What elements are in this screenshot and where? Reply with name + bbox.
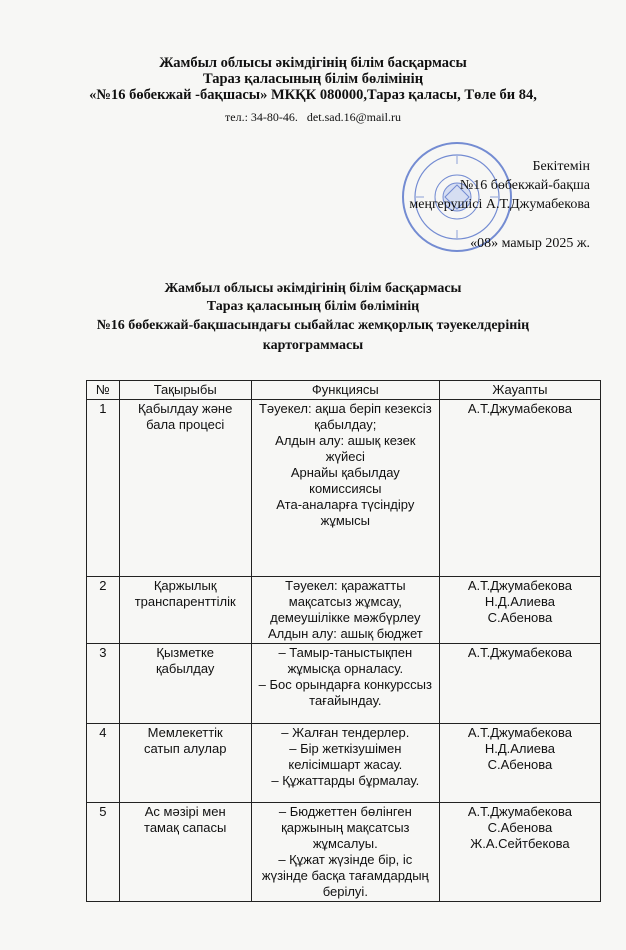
cell-function bbox=[251, 400, 439, 577]
cell-topic-line: сатып алулар bbox=[143, 741, 227, 756]
cell-function-line: – Жалған тендерлер. bbox=[281, 725, 410, 740]
cell-num bbox=[87, 400, 120, 577]
cell-topic-line: Қаржылық bbox=[153, 578, 217, 593]
cell-function-line: – Бір жеткізушімен bbox=[289, 741, 402, 756]
table-row bbox=[87, 577, 601, 644]
cell-responsible-line: Н.Д.Алиева bbox=[484, 741, 555, 756]
cell-function-line: комиссиясы bbox=[309, 481, 382, 496]
approval-head: меңгерушісі А.Т.Джумабекова bbox=[409, 197, 590, 212]
org-header-line-1: Жамбыл облысы әкімдігінің білім басқармасы bbox=[159, 55, 467, 71]
cell-topic bbox=[119, 644, 251, 724]
cell-num bbox=[87, 803, 120, 902]
cell-function-line: қабылдау; bbox=[314, 417, 377, 432]
cell-responsible-line: С.Абенова bbox=[487, 757, 553, 772]
approval-org: №16 бөбекжай-бақша bbox=[459, 178, 590, 193]
cell-num bbox=[87, 644, 120, 724]
cell-function-line: мақсатсыз жұмсау, bbox=[288, 594, 402, 609]
cell-function-line: берілуі. bbox=[322, 884, 368, 899]
cell-function-line: Арнайы қабылдау bbox=[290, 465, 400, 480]
cell-function bbox=[251, 644, 439, 724]
doc-title-line-1: Жамбыл облысы әкімдігінің білім басқармасы bbox=[164, 281, 462, 296]
cell-responsible bbox=[439, 400, 600, 577]
org-contacts bbox=[0, 110, 626, 125]
cell-responsible bbox=[439, 724, 600, 803]
header-num: № bbox=[87, 381, 120, 400]
header-topic: Тақырыбы bbox=[119, 381, 251, 400]
cell-num bbox=[87, 577, 120, 644]
org-header-line-2: Тараз қаласының білім бөлімінің bbox=[202, 71, 424, 87]
cell-function-line: Тәуекел: қаражатты bbox=[285, 578, 406, 593]
cell-topic-line: Қызметке bbox=[156, 645, 215, 660]
table-header-row bbox=[87, 381, 601, 400]
cell-function-line: жұмсалуы. bbox=[312, 836, 378, 851]
cell-topic-line: тамақ сапасы bbox=[144, 820, 227, 835]
cell-function-line: демеушілікке мәжбүрлеу bbox=[270, 610, 421, 625]
cell-num-line: 1 bbox=[99, 401, 107, 416]
cell-topic bbox=[119, 724, 251, 803]
cell-function-line: Алдын алу: ашық бюджет bbox=[267, 626, 423, 641]
cell-function-line: келісімшарт жасау. bbox=[288, 757, 403, 772]
header-responsible: Жауапты bbox=[439, 381, 600, 400]
approval-date: «08» мамыр 2025 ж. bbox=[470, 236, 590, 251]
cell-topic-line: Ас мәзірі мен bbox=[144, 804, 226, 819]
cell-responsible-line: А.Т.Джумабекова bbox=[467, 725, 572, 740]
cell-responsible bbox=[439, 644, 600, 724]
table-row bbox=[87, 644, 601, 724]
cell-function bbox=[251, 577, 439, 644]
cell-function-line: тағайындау. bbox=[309, 693, 382, 708]
cell-function-line: Алдын алу: ашық кезек bbox=[275, 433, 416, 448]
cell-function-line: Ата-аналарға түсіндіру bbox=[276, 497, 415, 512]
cell-function bbox=[251, 724, 439, 803]
cell-function-line: – Бос орындарға конкурссыз bbox=[258, 677, 432, 692]
cell-responsible-line: А.Т.Джумабекова bbox=[467, 804, 572, 819]
doc-title-line-2: Тараз қаласының білім бөлімінің bbox=[206, 299, 420, 314]
cell-topic-line: Мемлекеттік bbox=[147, 725, 223, 740]
cell-num-line: 4 bbox=[99, 725, 107, 740]
cell-topic bbox=[119, 803, 251, 902]
header-function: Функциясы bbox=[251, 381, 439, 400]
doc-title-line-3: №16 бөбекжай-бақшасындағы сыбайлас жемқорлық тәуекелдерінің bbox=[96, 318, 530, 333]
cell-function-line: қаржының мақсатсыз bbox=[281, 820, 410, 835]
cell-function bbox=[251, 803, 439, 902]
cell-num-line: 2 bbox=[99, 578, 107, 593]
table-row bbox=[87, 803, 601, 902]
cell-topic bbox=[119, 400, 251, 577]
cell-responsible-line: А.Т.Джумабекова bbox=[467, 401, 572, 416]
cell-responsible-line: А.Т.Джумабекова bbox=[467, 578, 572, 593]
cell-topic bbox=[119, 577, 251, 644]
cell-topic-line: транспаренттілік bbox=[134, 594, 236, 609]
table-row bbox=[87, 724, 601, 803]
cell-function-line: – Бюджеттен бөлінген bbox=[278, 804, 412, 819]
table-row bbox=[87, 400, 601, 577]
cell-function-line: – Құжаттарды бұрмалау. bbox=[271, 773, 420, 788]
cell-function-line: – Тамыр-таныстықпен bbox=[278, 645, 413, 660]
cell-function-line: жұмысқа орналасу. bbox=[287, 661, 404, 676]
cell-responsible-line: Н.Д.Алиева bbox=[484, 594, 555, 609]
org-header-line-3: «№16 бөбекжай -бақшасы» МКҚК 080000,Тараз қаласы, Төле би 84, bbox=[89, 87, 537, 103]
org-email: det.sad.16@mail.ru bbox=[306, 110, 401, 124]
cell-function-line: жұмысы bbox=[320, 513, 370, 528]
risk-table bbox=[86, 380, 601, 902]
cell-responsible-line: Ж.А.Сейтбекова bbox=[470, 836, 570, 851]
cell-function-line: жүзінде басқа тағамдардың bbox=[261, 868, 429, 883]
cell-function-line: – Құжат жүзінде бір, іс bbox=[278, 852, 413, 867]
cell-topic-line: бала процесі bbox=[146, 417, 225, 432]
cell-responsible-line: С.Абенова bbox=[487, 820, 553, 835]
cell-function-line: жүйесі bbox=[325, 449, 365, 464]
cell-num bbox=[87, 724, 120, 803]
cell-responsible bbox=[439, 577, 600, 644]
cell-function-line: Тәуекел: ақша беріп кезексіз bbox=[258, 401, 432, 416]
cell-topic-line: қабылдау bbox=[155, 661, 215, 676]
cell-topic-line: Қабылдау және bbox=[138, 401, 233, 416]
approval-label: Бекітемін bbox=[532, 159, 590, 174]
doc-title-line-4: картограммасы bbox=[262, 338, 364, 353]
cell-responsible-line: А.Т.Джумабекова bbox=[467, 645, 572, 660]
cell-responsible bbox=[439, 803, 600, 902]
cell-num-line: 3 bbox=[99, 645, 107, 660]
cell-responsible-line: С.Абенова bbox=[487, 610, 553, 625]
org-phone: тел.: 34-80-46. bbox=[225, 110, 298, 124]
cell-num-line: 5 bbox=[99, 804, 107, 819]
